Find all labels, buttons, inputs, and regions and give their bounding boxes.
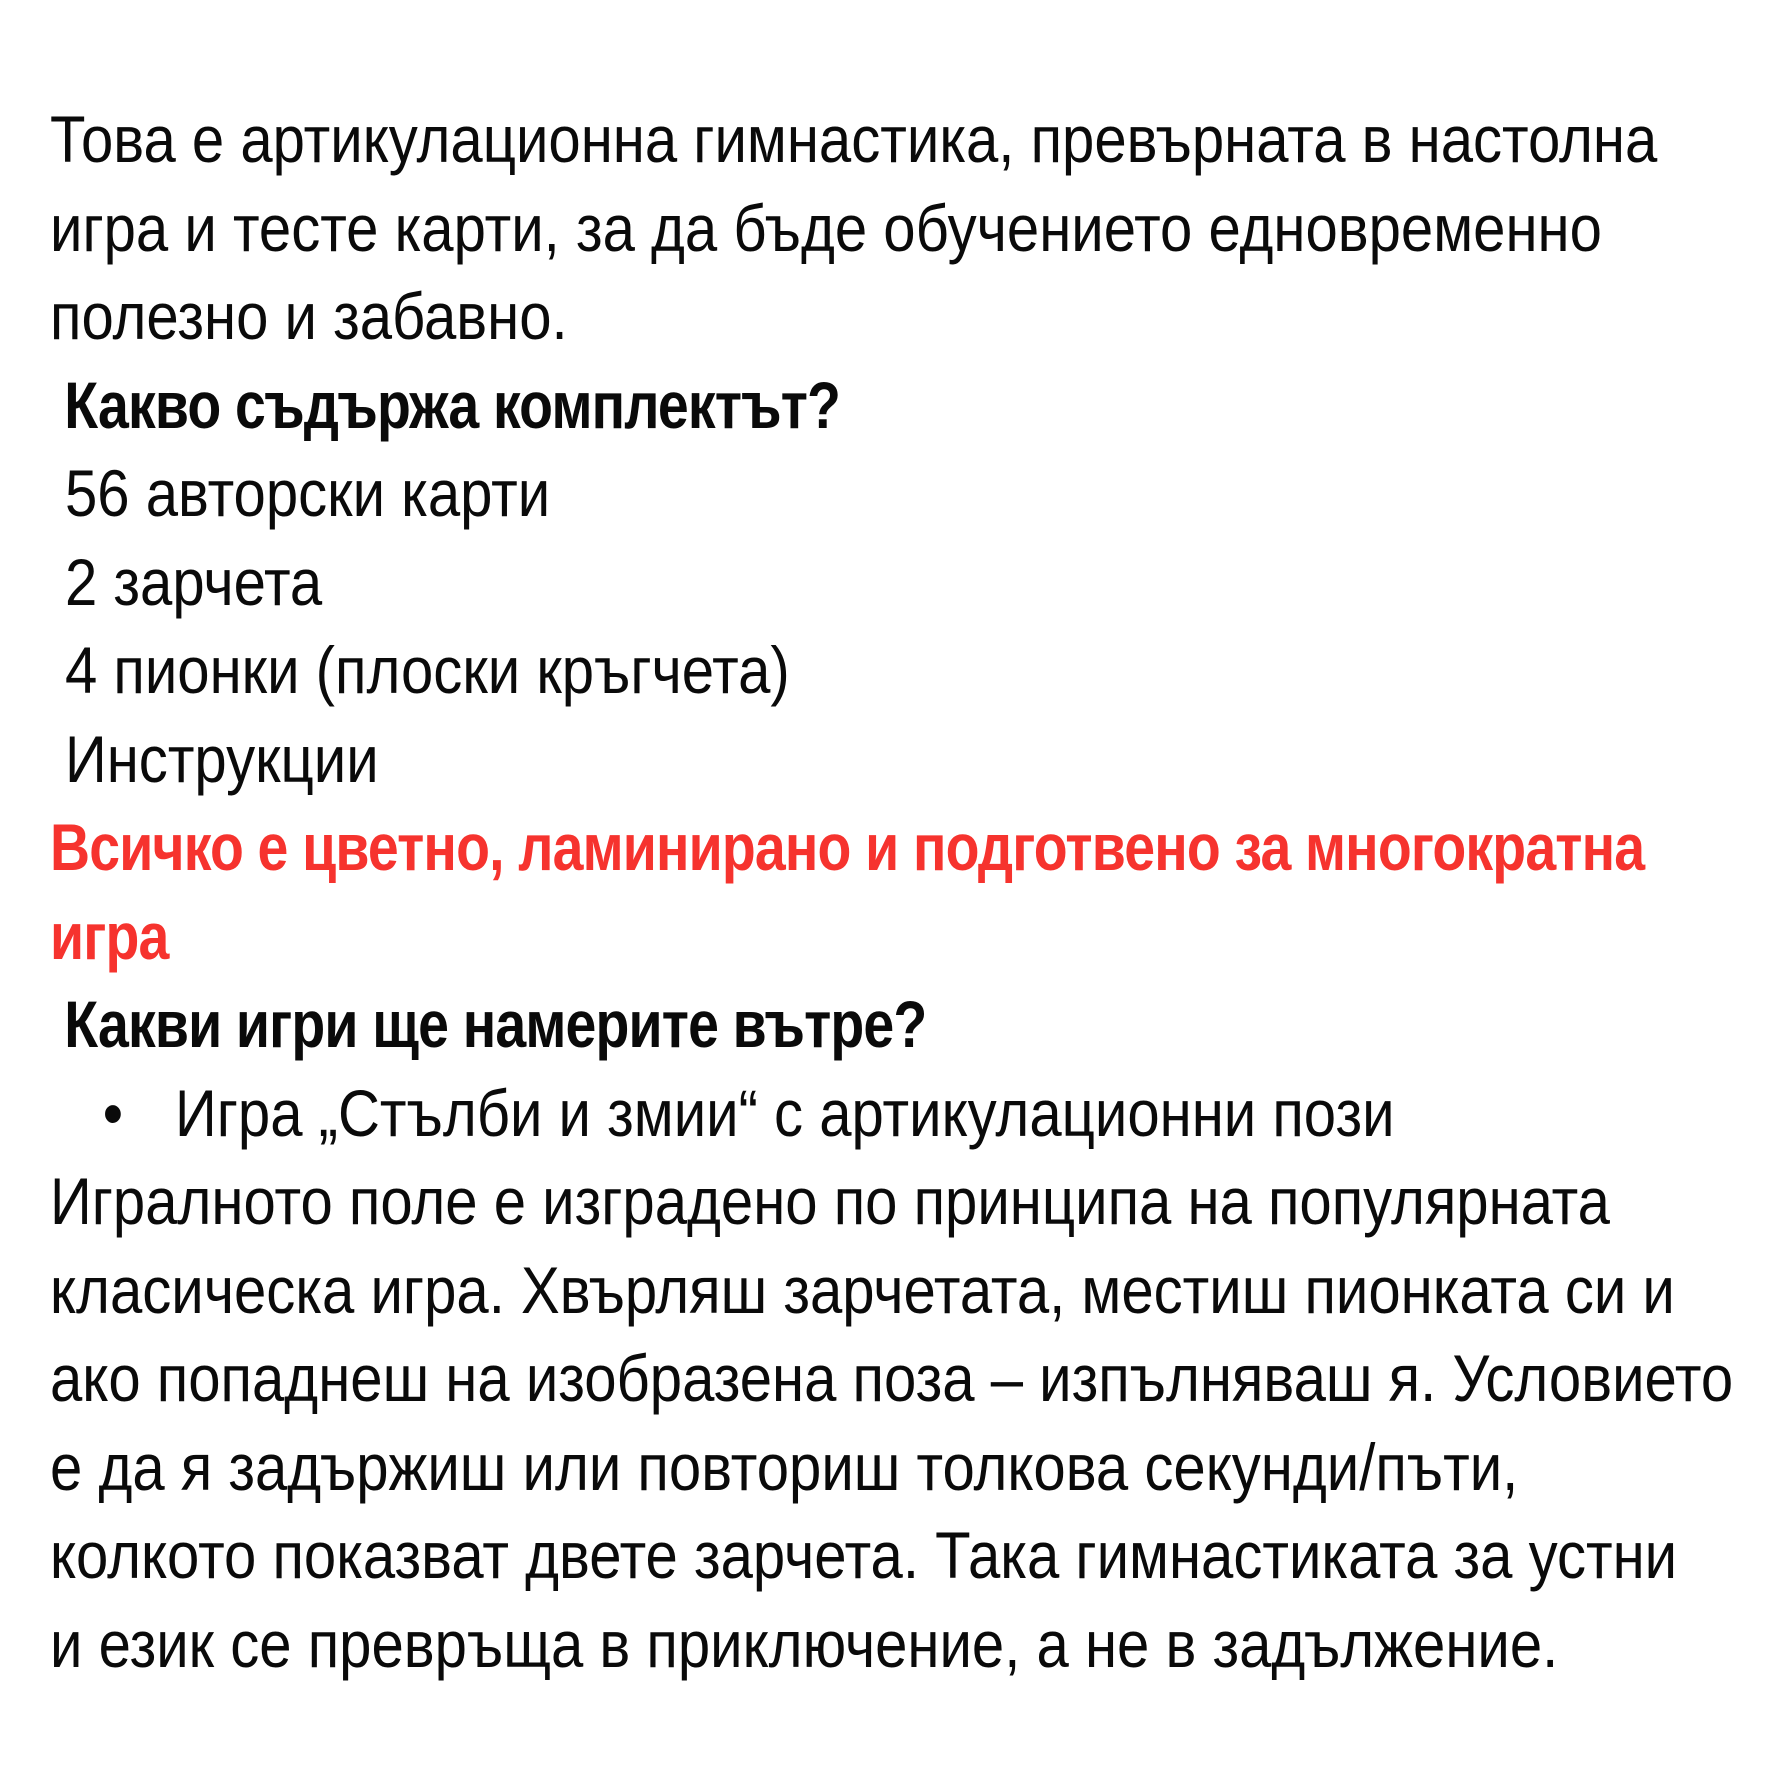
kit-item-dice: 2 зарчета xyxy=(64,544,323,619)
bullet-icon: • xyxy=(102,1075,124,1150)
game-list-item-text: Игра „Стълби и змии“ с артикулационни пози xyxy=(174,1075,1395,1150)
game-description-line-4: е да я задържиш или повториш толкова секунди/пъти, xyxy=(50,1429,1519,1504)
game-description-line-6: и език се превръща в приключение, а не в задължение. xyxy=(50,1606,1559,1681)
game-description-line-1: Игралното поле е изградено по принципа на популярната xyxy=(50,1164,1610,1238)
highlight-note-line-2: игра xyxy=(50,898,169,973)
game-description-line-5: колкото показват двете зарчета. Така гимнастиката за устни xyxy=(50,1518,1678,1592)
game-list-item xyxy=(50,1069,1565,1158)
games-heading: Какви игри ще намерите вътре? xyxy=(64,987,927,1061)
highlight-note-line-1: Всичко е цветно, ламинирано и подготвено за многократна xyxy=(50,810,1645,884)
game-description-line-3: ако попаднеш на изобразена поза – изпълняваш я. Условието xyxy=(50,1341,1734,1415)
kit-contents-heading: Какво съдържа комплектът? xyxy=(64,367,841,442)
intro-paragraph-line-2: игра и тесте карти, за да бъде обучението едновременно xyxy=(50,190,1602,265)
kit-item-pawns: 4 пионки (плоски кръгчета) xyxy=(64,633,790,707)
intro-paragraph-line-3: полезно и забавно. xyxy=(50,279,568,353)
intro-paragraph-line-1: Това е артикулационна гимнастика, превърната в настолна xyxy=(50,102,1658,176)
game-description-line-2: класическа игра. Хвърляш зарчетата, местиш пионката си и xyxy=(50,1252,1675,1327)
kit-item-cards: 56 авторски карти xyxy=(64,456,551,530)
kit-item-instructions: Инструкции xyxy=(64,721,379,796)
